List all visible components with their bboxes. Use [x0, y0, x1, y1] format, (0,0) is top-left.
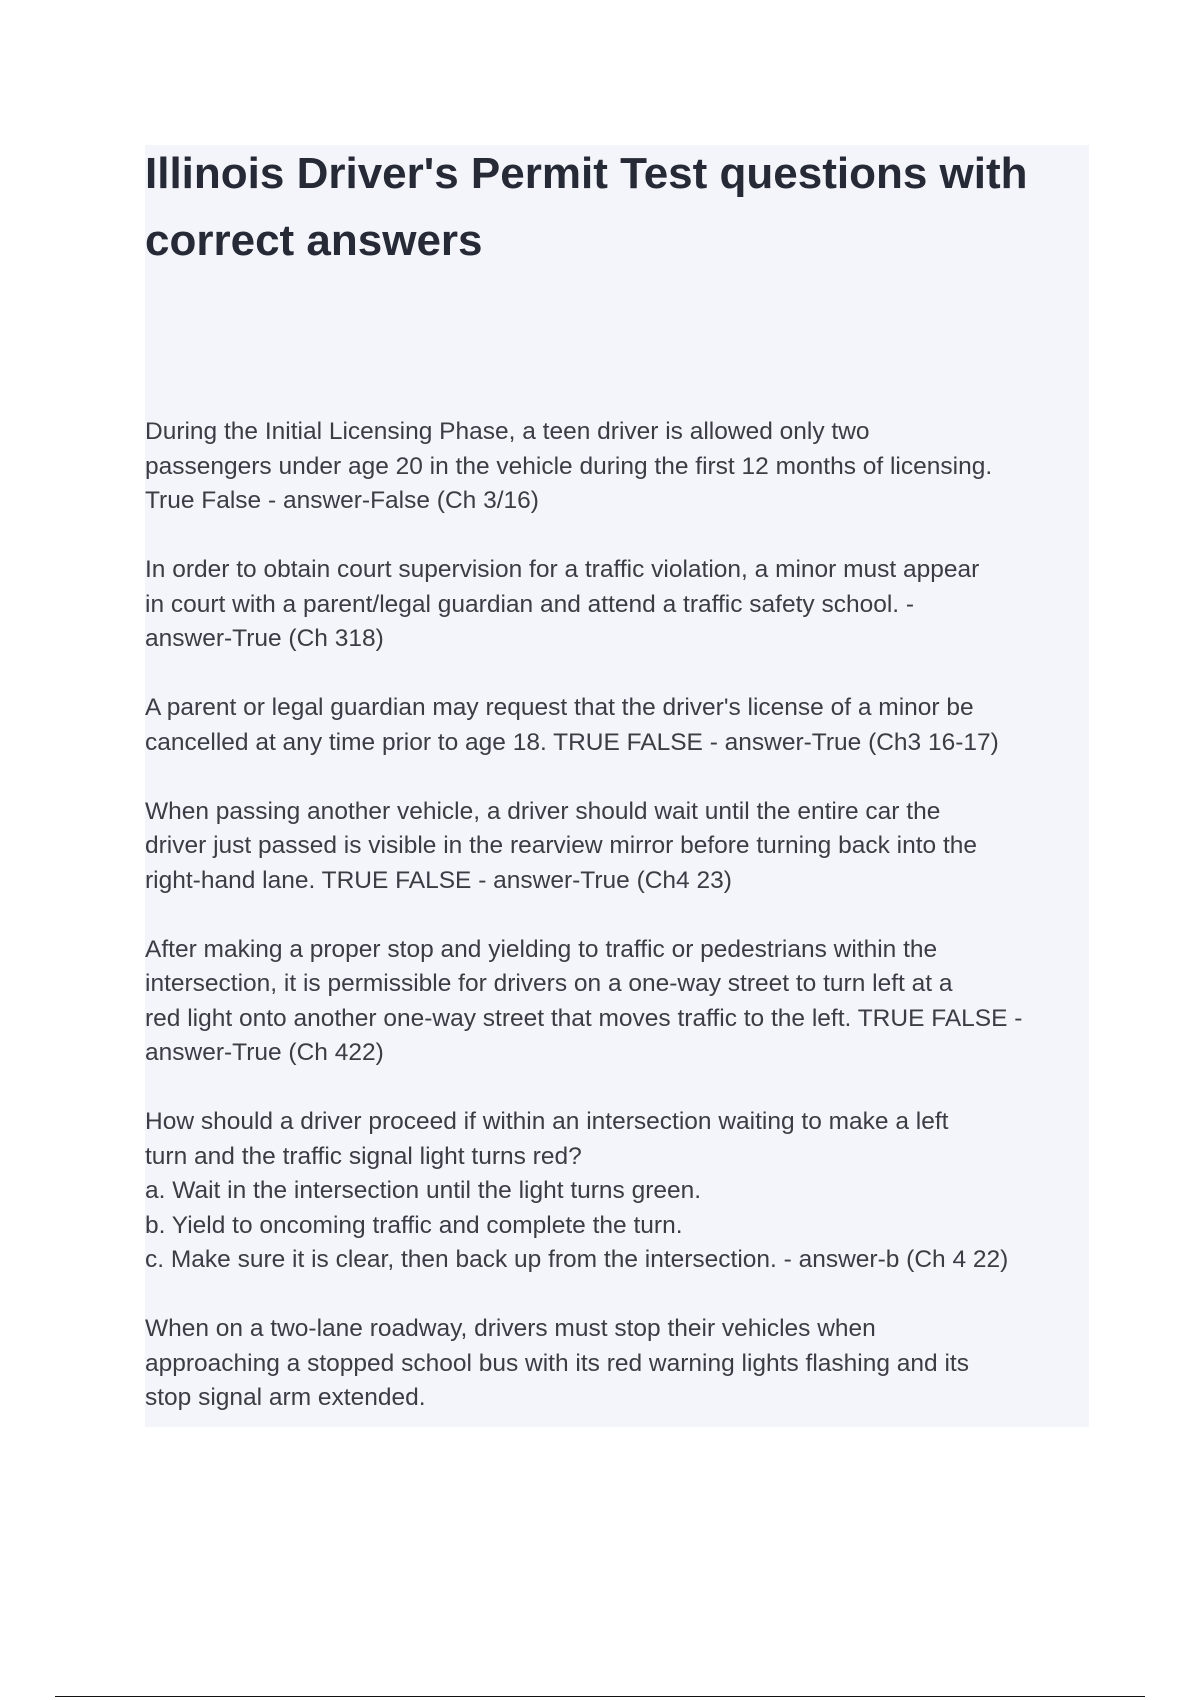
question-item: [145, 691, 1095, 760]
question-text-line: stop signal arm extended.: [145, 1384, 426, 1411]
question-text-line: right-hand lane. TRUE FALSE - answer-True (Ch4 23): [145, 866, 732, 894]
title-line: Illinois Driver's Permit Test questions with: [145, 149, 1028, 198]
question-text-line: answer-True (Ch 422): [145, 1039, 384, 1066]
answer-option-line: c. Make sure it is clear, then back up from the intersection. - answer-b (Ch 4 22): [145, 1246, 1009, 1273]
question-item: [145, 415, 1095, 519]
question-item: [145, 1312, 1095, 1416]
question-text-line: red light onto another one-way street that moves traffic to the left. TRUE FALSE -: [145, 1004, 1023, 1032]
question-text-line: When on a two-lane roadway, drivers must stop their vehicles when: [145, 1315, 876, 1342]
question-text-line: turn and the traffic signal light turns red?: [145, 1142, 582, 1170]
question-text-line: approaching a stopped school bus with its red warning lights flashing and its: [145, 1349, 969, 1377]
question-item: [145, 553, 1095, 657]
question-item: [145, 933, 1095, 1071]
page-bottom-divider: [55, 1696, 1145, 1697]
question-text-line: When passing another vehicle, a driver should wait until the entire car the: [145, 797, 941, 825]
question-text-line: passengers under age 20 in the vehicle during the first 12 months of licensing.: [145, 452, 993, 480]
question-text-line: cancelled at any time prior to age 18. TRUE FALSE - answer-True (Ch3 16-17): [145, 728, 999, 756]
question-item: [145, 1105, 1095, 1278]
question-list: [145, 415, 1095, 1416]
question-text-line: in court with a parent/legal guardian and attend a traffic safety school. -: [145, 590, 915, 618]
answer-option-line: b. Yield to oncoming traffic and complete the turn.: [145, 1211, 683, 1239]
question-text-line: How should a driver proceed if within an intersection waiting to make a left: [145, 1108, 949, 1135]
question-text-line: A parent or legal guardian may request that the driver's license of a minor be: [145, 694, 974, 721]
question-text-line: driver just passed is visible in the rearview mirror before turning back into the: [145, 832, 978, 859]
question-text-line: During the Initial Licensing Phase, a teen driver is allowed only two: [145, 418, 870, 445]
page-title: [145, 140, 1085, 274]
answer-option-line: a. Wait in the intersection until the light turns green.: [145, 1177, 702, 1204]
question-text-line: True False - answer-False (Ch 3/16): [145, 487, 539, 514]
question-text-line: In order to obtain court supervision for a traffic violation, a minor must appear: [145, 556, 980, 583]
question-text-line: After making a proper stop and yielding to traffic or pedestrians within the: [145, 935, 938, 963]
title-line: correct answers: [145, 216, 483, 265]
question-text-line: intersection, it is permissible for drivers on a one-way street to turn left at a: [145, 970, 953, 997]
question-item: [145, 795, 1095, 899]
question-text-line: answer-True (Ch 318): [145, 625, 384, 652]
